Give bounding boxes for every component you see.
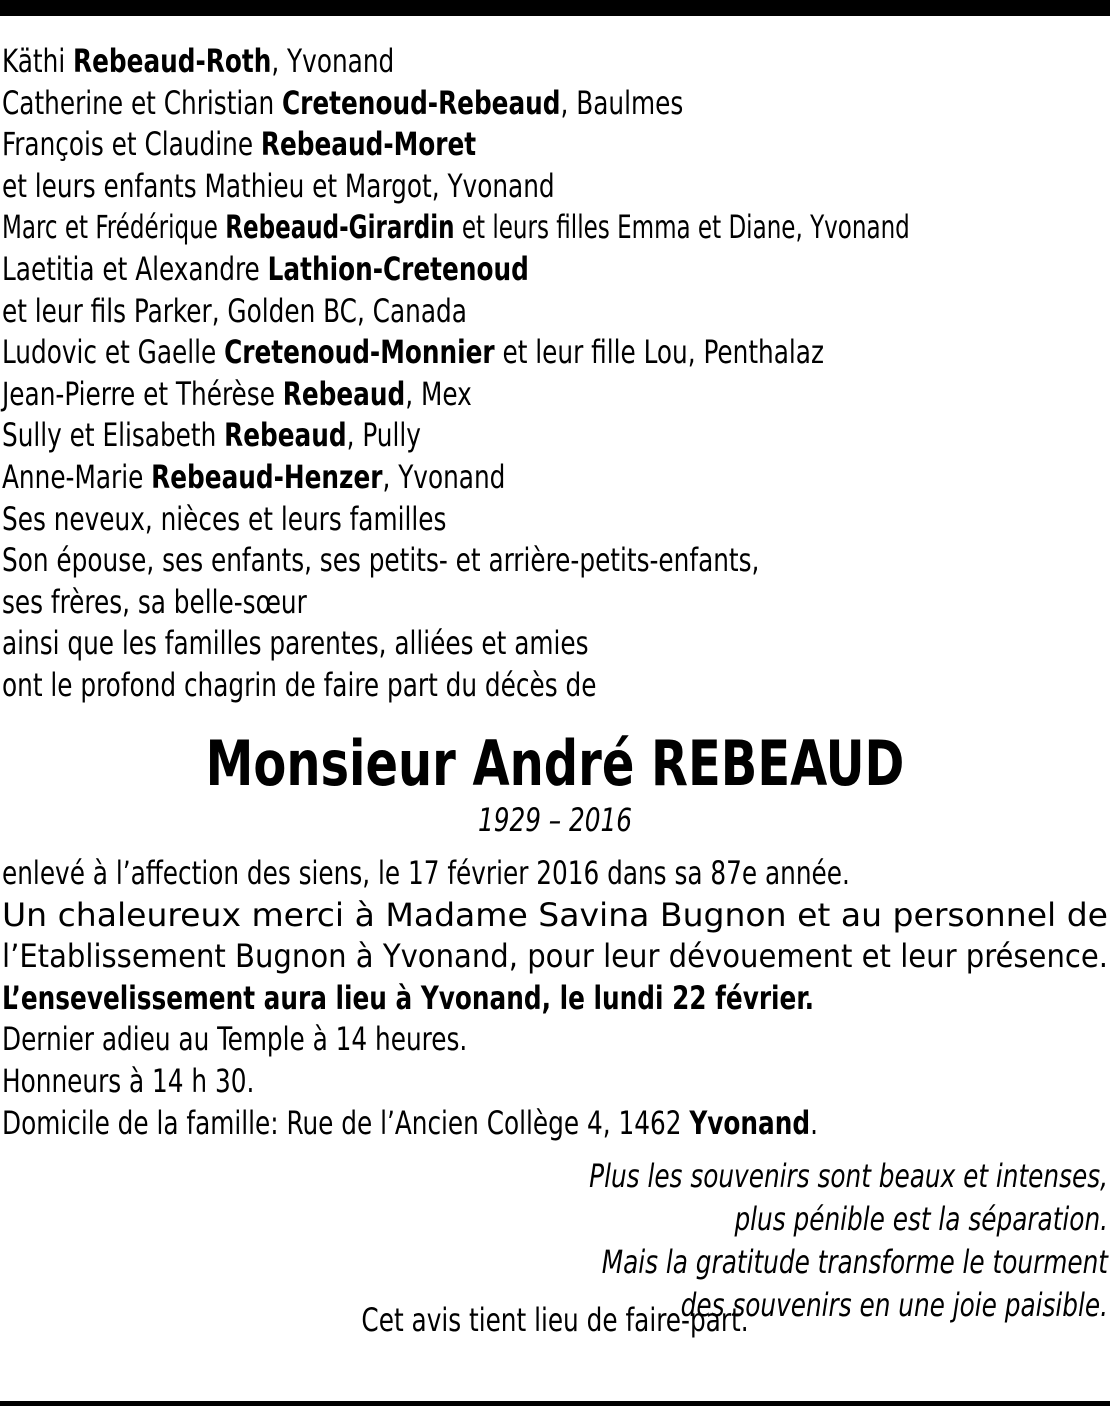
family-line: Jean-Pierre et Thérèse Rebeaud, Mex <box>2 374 472 413</box>
family-line: François et Claudine Rebeaud-Moret <box>2 125 477 164</box>
quote-line: des souvenirs en une joie paisible. <box>680 1286 1108 1324</box>
thanks-line: Un chaleureux merci à Madame Savina Bugnon et au personnel de <box>2 895 1108 934</box>
family-line: Ses neveux, nièces et leurs familles <box>2 499 447 538</box>
family-line: Catherine et Christian Cretenoud-Rebeaud, Baulmes <box>2 83 684 122</box>
quote-line: Plus les souvenirs sont beaux et intenses, <box>589 1157 1108 1195</box>
closing-notice: Cet avis tient lieu de faire-part. <box>361 1301 749 1339</box>
honours-info: Honneurs à 14 h 30. <box>2 1061 255 1100</box>
farewell-info: Dernier adieu au Temple à 14 heures. <box>2 1020 468 1059</box>
deceased-years: 1929 – 2016 <box>477 801 633 839</box>
domicile-info: Domicile de la famille: Rue de l’Ancien Collège 4, 1462 Yvonand. <box>2 1103 818 1142</box>
quote-line: plus pénible est la séparation. <box>734 1200 1108 1238</box>
family-line: Anne-Marie Rebeaud-Henzer, Yvonand <box>2 457 506 496</box>
family-line: Son épouse, ses enfants, ses petits- et arrière-petits-enfants, <box>2 541 760 580</box>
bottom-rule <box>0 1401 1110 1406</box>
family-line: ont le profond chagrin de faire part du décès de <box>2 665 597 704</box>
details-section <box>2 853 1108 1144</box>
family-line: et leur fils Parker, Golden BC, Canada <box>2 291 467 330</box>
family-line: Laetitia et Alexandre Lathion-Cretenoud <box>2 249 529 288</box>
deceased-name: Monsieur André REBEAUD <box>205 727 905 800</box>
top-rule <box>0 0 1110 16</box>
burial-info: L’ensevelissement aura lieu à Yvonand, le lundi 22 février. <box>2 978 815 1017</box>
death-announcement: enlevé à l’affection des siens, le 17 février 2016 dans sa 87e année. <box>2 854 850 892</box>
family-line: Sully et Elisabeth Rebeaud, Pully <box>2 416 421 455</box>
family-line: Marc et Frédérique Rebeaud-Girardin et leurs filles Emma et Diane, Yvonand <box>2 208 910 247</box>
quote-line: Mais la gratitude transforme le tourment <box>601 1243 1108 1281</box>
family-line: Käthi Rebeaud-Roth, Yvonand <box>2 42 395 80</box>
family-line: ses frères, sa belle-sœur <box>2 582 307 621</box>
family-line: ainsi que les familles parentes, alliées et amies <box>2 624 589 663</box>
family-line: Ludovic et Gaelle Cretenoud-Monnier et leur fille Lou, Penthalaz <box>2 333 824 372</box>
families-list <box>2 41 1108 707</box>
family-line: et leurs enfants Mathieu et Margot, Yvonand <box>2 166 555 205</box>
thanks-line: l’Etablissement Bugnon à Yvonand, pour leur dévouement et leur présence. <box>2 937 1108 976</box>
